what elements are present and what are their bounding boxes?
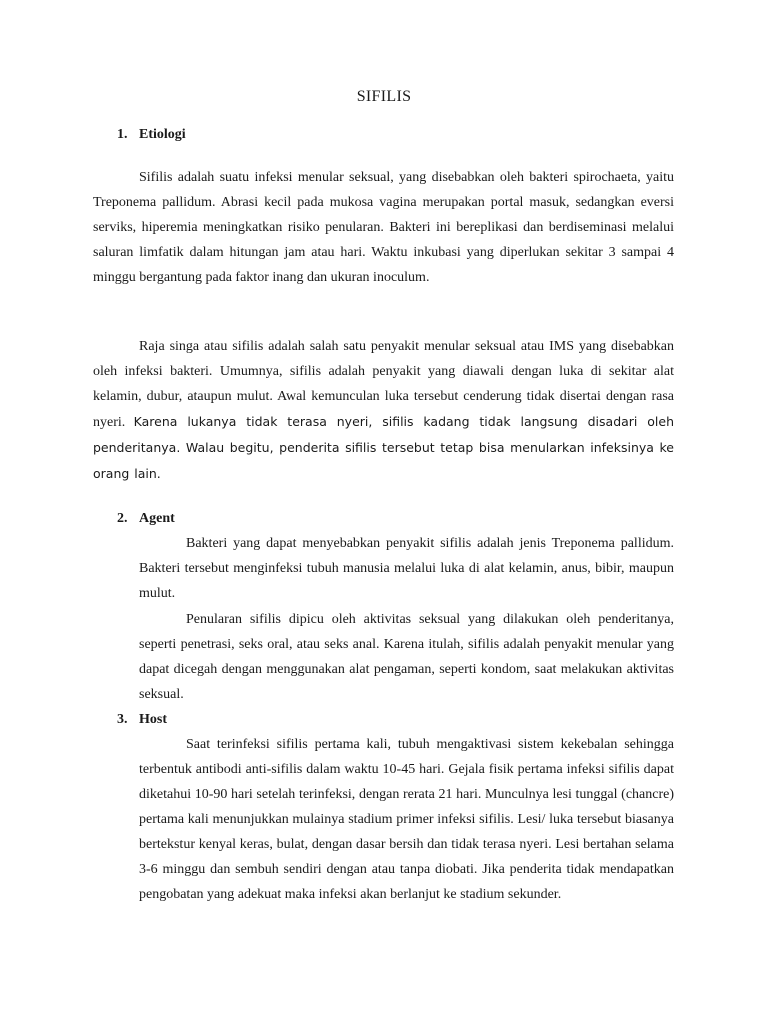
paragraph-etiologi-2-continued: Karena lukanya tidak terasa nyeri, sifilis kadang tidak langsung disadari oleh penderitanya. Walau begitu, penderita sifilis tersebut tetap bisa menularkan infeksinya ke orang lain. [93,414,675,481]
paragraph-etiologi-2: Raja singa atau sifilis adalah salah satu penyakit menular seksual atau IMS yang disebabkan oleh infeksi bakteri. Umumnya, sifilis adalah penyakit yang diawali dengan luka di sekitar alat kelamin, dubur, ataupun mulut. Awal kemunculan luka tersebut cenderung tidak disertai dengan rasa nyeri. [93,339,674,430]
section-title: Etiologi [139,127,186,142]
section-title: Agent [139,511,175,526]
section-heading-agent [117,511,175,527]
section-heading-etiologi [117,127,186,143]
section-heading-host [117,712,167,728]
section-title: Host [139,712,167,727]
paragraph-agent-2: Penularan sifilis dipicu oleh aktivitas seksual yang dilakukan oleh penderitanya, seperti penetrasi, seks oral, atau seks anal. Karena itulah, sifilis adalah penyakit menular yang dapat dicegah dengan menggunakan alat pengaman, seperti kondom, saat melakukan aktivitas seksual. [139,612,674,702]
section-number: 1. [117,127,128,142]
section-number: 2. [117,511,128,526]
paragraph-etiologi-2-block [93,334,674,487]
paragraph-agent-1: Bakteri yang dapat menyebabkan penyakit sifilis adalah jenis Treponema pallidum. Bakteri tersebut menginfeksi tubuh manusia melalui luka di alat kelamin, anus, bibir, maupun mulut. [139,536,674,601]
document-title: SIFILIS [356,88,412,105]
section-number: 3. [117,712,128,727]
paragraph-etiologi-1: Sifilis adalah suatu infeksi menular seksual, yang disebabkan oleh bakteri spirochaeta, yaitu Treponema pallidum. Abrasi kecil pada mukosa vagina merupakan portal masuk, sedangkan eversi serviks, hiperemia meningkatkan risiko penularan. Bakteri ini bereplikasi dan berdiseminasi melalui saluran limfatik dalam hitungan jam atau hari. Waktu inkubasi yang diperlukan sekitar 3 sampai 4 minggu bergantung pada faktor inang dan ukuran inoculum. [93,170,674,285]
paragraph-host-1: Saat terinfeksi sifilis pertama kali, tubuh mengaktivasi sistem kekebalan sehingga terbentuk antibodi anti-sifilis dalam waktu 10-45 hari. Gejala fisik pertama infeksi sifilis dapat diketahui 10-90 hari setelah terinfeksi, dengan rerata 21 hari. Munculnya lesi tunggal (chancre) pertama kali menunjukkan mulainya stadium primer infeksi sifilis. Lesi/ luka tersebut biasanya bertekstur kenyal keras, bulat, dengan dasar bersih dan tidak terasa nyeri. Lesi bertahan selama 3-6 minggu dan sembuh sendiri dengan atau tanpa diobati. Jika penderita tidak mendapatkan pengobatan yang adekuat maka infeksi akan berlanjut ke stadium sekunder. [139,737,674,902]
